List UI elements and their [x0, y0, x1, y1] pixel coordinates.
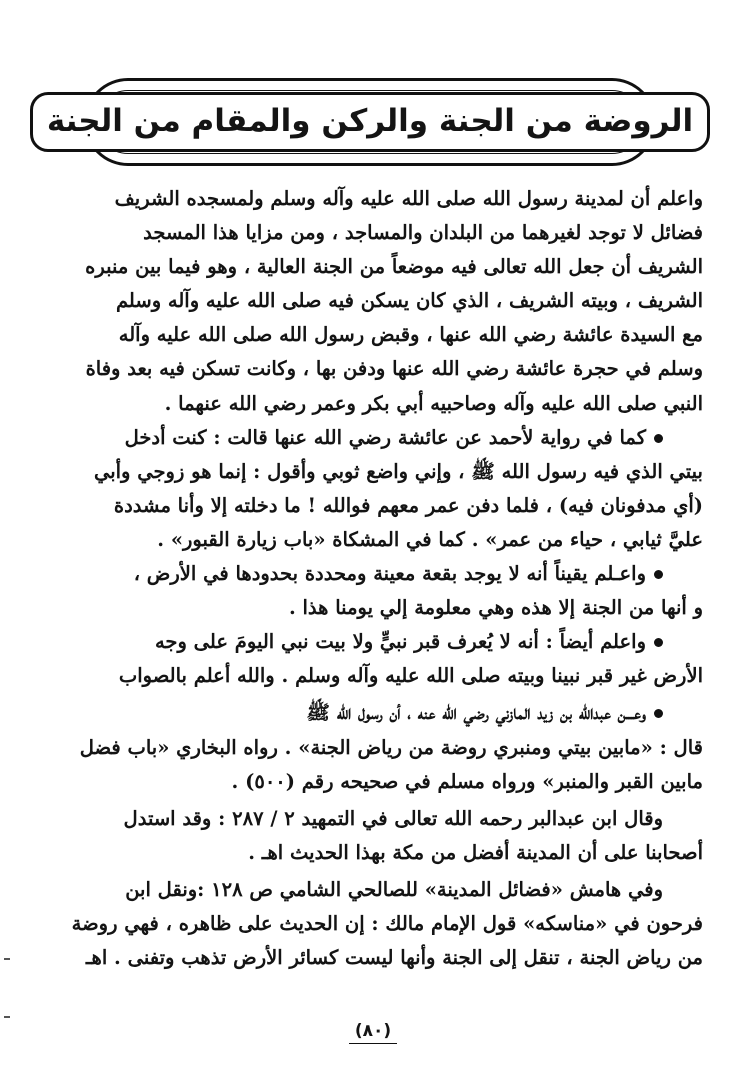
- text-line: [60, 836, 703, 870]
- chapter-title: الروضة من الجنة والركن والمقام من الجنة: [30, 92, 710, 152]
- bullet-icon: [654, 434, 663, 443]
- text-line: [60, 765, 703, 799]
- text-line: [60, 907, 703, 941]
- text-line: [60, 387, 703, 421]
- text-line-content: فرحون في «مناسكه» قول الإمام مالك : إن الحديث على ظاهره ، فهي روضة: [71, 911, 703, 935]
- text-line-content: وسلم في حجرة عائشة رضي الله عنها ودفن بها ، وكانت تسكن فيه بعد وفاة: [85, 357, 703, 381]
- text-line: [60, 421, 703, 455]
- text-line: [60, 455, 703, 489]
- bullet-icon: [654, 709, 663, 718]
- text-line-content: من رياض الجنة ، تنقل إلى الجنة وأنها ليست كسائر الأرض تذهب وتفنى . اهـ: [85, 946, 703, 970]
- text-line-content: مابين القبر والمنبر» ورواه مسلم في صحيحه رقم (٥٠٠) .: [231, 769, 703, 793]
- margin-mark: [4, 1016, 10, 1018]
- text-line-content: فضائل لا توجد لغيرهما من البلدان والمساجد ، ومن مزايا هذا المسجد: [143, 221, 703, 245]
- body-text: [60, 182, 703, 975]
- text-line-content: و أنها من الجنة إلا هذه وهي معلومة إلي يومنا هذا .: [288, 596, 703, 620]
- text-line: [60, 318, 703, 352]
- text-line: [60, 802, 703, 836]
- margin-mark: [4, 958, 10, 960]
- text-line-content: أصحابنا على أن المدينة أفضل من مكة بهذا الحديث اهـ .: [248, 840, 703, 864]
- text-line-content: النبي صلى الله عليه وآله وصاحبيه أبي بكر وعمر رضي الله عنهما .: [164, 391, 703, 415]
- text-line-content: وعـــن عبدالله بن زيد المازني رضي الله عنه ، أن رسول الله ﷺ: [306, 701, 646, 725]
- text-line-content: واعـلم يقيناً أنه لا يوجد بقعة معينة ومحددة بحدودها في الأرض ،: [133, 562, 646, 586]
- text-line: [60, 182, 703, 216]
- text-line: [60, 625, 703, 659]
- text-line: [60, 523, 703, 557]
- text-line-content: كما في رواية لأحمد عن عائشة رضي الله عنها قالت : كنت أدخل: [124, 425, 646, 449]
- text-line-content: وقال ابن عبدالبر رحمه الله تعالى في التمهيد ٢ / ٢٨٧ : وقد استدل: [123, 806, 663, 830]
- text-line: [60, 352, 703, 386]
- text-line-content: عليَّ ثيابي ، حياء من عمر» . كما في المشكاة «باب زيارة القبور» .: [157, 527, 703, 551]
- text-line-content: الشريف ، وبيته الشريف ، الذي كان يسكن فيه صلى الله عليه وآله وسلم: [115, 289, 703, 313]
- bullet-icon: [654, 570, 663, 579]
- text-line: [60, 216, 703, 250]
- text-line: [60, 284, 703, 318]
- text-line-content: قال : «مابين بيتي ومنبري روضة من رياض الجنة» . رواه البخاري «باب فضل: [79, 735, 703, 759]
- text-line: [60, 591, 703, 625]
- text-line-content: وفي هامش «فضائل المدينة» للصالحي الشامي ص ١٢٨ :ونقل ابن: [125, 877, 663, 901]
- text-line-content: الأرض غير قبر نبينا وبيته صلى الله عليه وآله وسلم . والله أعلم بالصواب: [118, 664, 703, 688]
- text-line: [60, 873, 703, 907]
- text-line: [60, 941, 703, 975]
- title-frame: [46, 78, 694, 166]
- text-line: [60, 557, 703, 591]
- text-line-content: الشريف أن جعل الله تعالى فيه موضعاً من الجنة العالية ، وهو فيما بين منبره: [85, 255, 703, 279]
- text-line: [60, 659, 703, 693]
- text-line: [60, 696, 703, 730]
- page-number-label: (٨٠): [349, 1021, 397, 1044]
- text-line-content: (أي مدفونان فيه) ، فلما دفن عمر معهم فوالله ! ما دخلته إلا وأنا مشددة: [113, 493, 703, 517]
- text-line-content: مع السيدة عائشة رضي الله عنها ، وقبض رسول الله صلى الله عليه وآله: [118, 323, 703, 347]
- title-inner-frame: [46, 90, 694, 154]
- bullet-icon: [654, 638, 663, 647]
- text-line-content: واعلم أن لمدينة رسول الله صلى الله عليه وآله وسلم ولمسجده الشريف: [114, 187, 703, 210]
- text-line-content: بيتي الذي فيه رسول الله ﷺ ، وإني واضع ثوبي وأقول : إنما هو زوجي وأبي: [93, 459, 703, 483]
- text-line: [60, 489, 703, 523]
- text-line-content: واعلم أيضاً : أنه لا يُعرف قبر نبيٍّ ولا بيت نبي اليومَ على وجه: [154, 630, 646, 654]
- page-number: [0, 1021, 746, 1044]
- text-line: [60, 250, 703, 284]
- text-line: [60, 731, 703, 765]
